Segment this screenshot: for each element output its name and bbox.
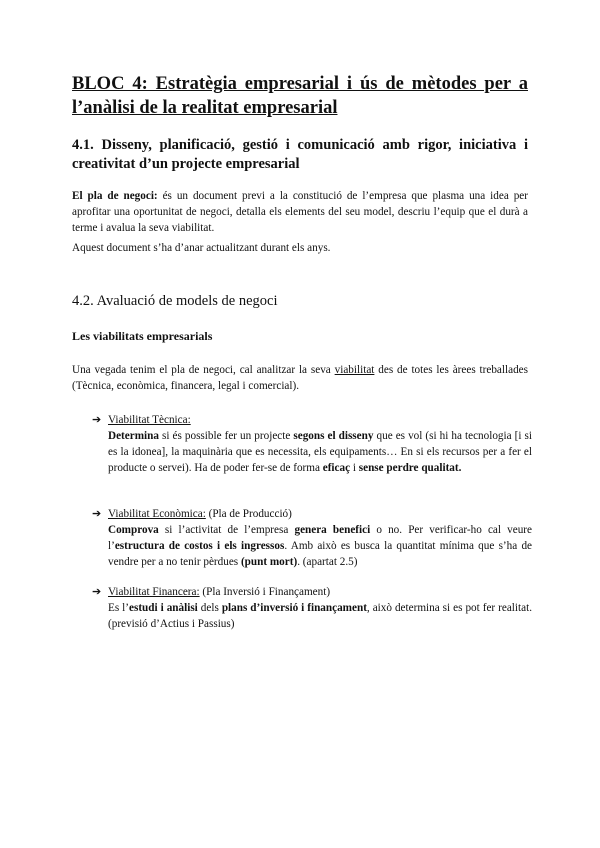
text-run: . (apartat 2.5)	[297, 556, 358, 568]
bold-run: estudi i anàlisi	[129, 602, 198, 614]
text-run: dels	[197, 602, 222, 614]
text-run: , això determina si es pot fer realitat. (previsió d’Actius i Passius)	[108, 602, 532, 630]
bullet-title-line	[108, 412, 532, 428]
viabilities-subheading: Les viabilitats empresarials	[72, 329, 213, 343]
bullet-title-note: (Pla de Producció)	[205, 508, 292, 520]
text-run: que es vol (si hi ha tecnologia [i si es la idonea], la maquinària que es necessita, els equipaments… En si els recursos per a fer el producte o servei). Ha de poder fer-se de forma	[108, 430, 532, 474]
bullet-title-line	[108, 506, 532, 522]
text-run: si és possible fer un projecte	[158, 430, 294, 442]
bold-run: Comprova	[108, 524, 159, 536]
bold-run: (punt mort)	[240, 556, 298, 568]
bullet-technical-viability	[92, 412, 532, 476]
bullet-title-line	[108, 584, 532, 600]
bold-run: segons el disseny	[293, 430, 374, 442]
bullet-body	[108, 522, 532, 570]
text-run: i	[350, 462, 359, 474]
bullet-title-note: (Pla Inversió i Finançament)	[199, 586, 331, 598]
intro-text-before: Una vegada tenim el pla de negoci, cal analitzar la seva	[72, 364, 335, 376]
bullet-title: Viabilitat Tècnica:	[108, 414, 191, 426]
text-run: . Amb això es busca la quantitat mínima que s’ha de vendre per a no tenir pèrdues	[108, 540, 532, 568]
viability-intro-paragraph	[72, 362, 528, 394]
bullet-body	[108, 600, 532, 632]
text-run: si l’activitat de l’empresa	[158, 524, 295, 536]
arrow-bullet-icon: ➔	[92, 414, 102, 426]
business-plan-paragraph	[72, 188, 528, 236]
text-run: Es l’	[108, 602, 130, 614]
bullet-title: Viabilitat Financera:	[108, 586, 200, 598]
bullet-title: Viabilitat Econòmica:	[108, 508, 206, 520]
bold-run: eficaç	[322, 462, 351, 474]
bullet-body	[108, 428, 532, 476]
bold-run: genera benefici	[294, 524, 371, 536]
bold-run: estructura de costos i els ingressos	[114, 540, 285, 552]
business-plan-term: El pla de negoci:	[72, 190, 158, 202]
business-plan-definition: és un document previ a la constitució de l’empresa que plasma una idea per aprofitar una oportunitat de negoci, detalla els elements del seu model, descriu l’equip que el durà a terme i avalua la seva viabilitat.	[72, 190, 528, 234]
bullet-economic-viability	[92, 506, 532, 570]
bloc-title: BLOC 4: Estratègia empresarial i ús de mètodes per a l’anàlisi de la realitat empresarial	[72, 74, 528, 118]
update-note-paragraph: Aquest document s’ha d’anar actualitzant durant els anys.	[72, 242, 331, 254]
bullet-financial-viability	[92, 584, 532, 632]
intro-text-after: des de totes les àrees treballades (Tècnica, econòmica, financera, legal i comercial).	[72, 364, 528, 392]
arrow-bullet-icon: ➔	[92, 586, 102, 598]
text-run: o no. Per verificar-ho cal veure l’	[108, 524, 532, 552]
arrow-bullet-icon: ➔	[92, 508, 102, 520]
viability-term: viabilitat	[334, 364, 375, 376]
bold-run: plans d’inversió i finançament	[221, 602, 367, 614]
section-4-1-heading: 4.1. Disseny, planificació, gestió i comunicació amb rigor, iniciativa i creativitat d’un projecte empresarial	[72, 137, 528, 172]
bold-run: sense perdre qualitat.	[358, 462, 462, 474]
section-4-2-heading: 4.2. Avaluació de models de negoci	[72, 293, 278, 309]
bold-run: Determina	[108, 430, 159, 442]
